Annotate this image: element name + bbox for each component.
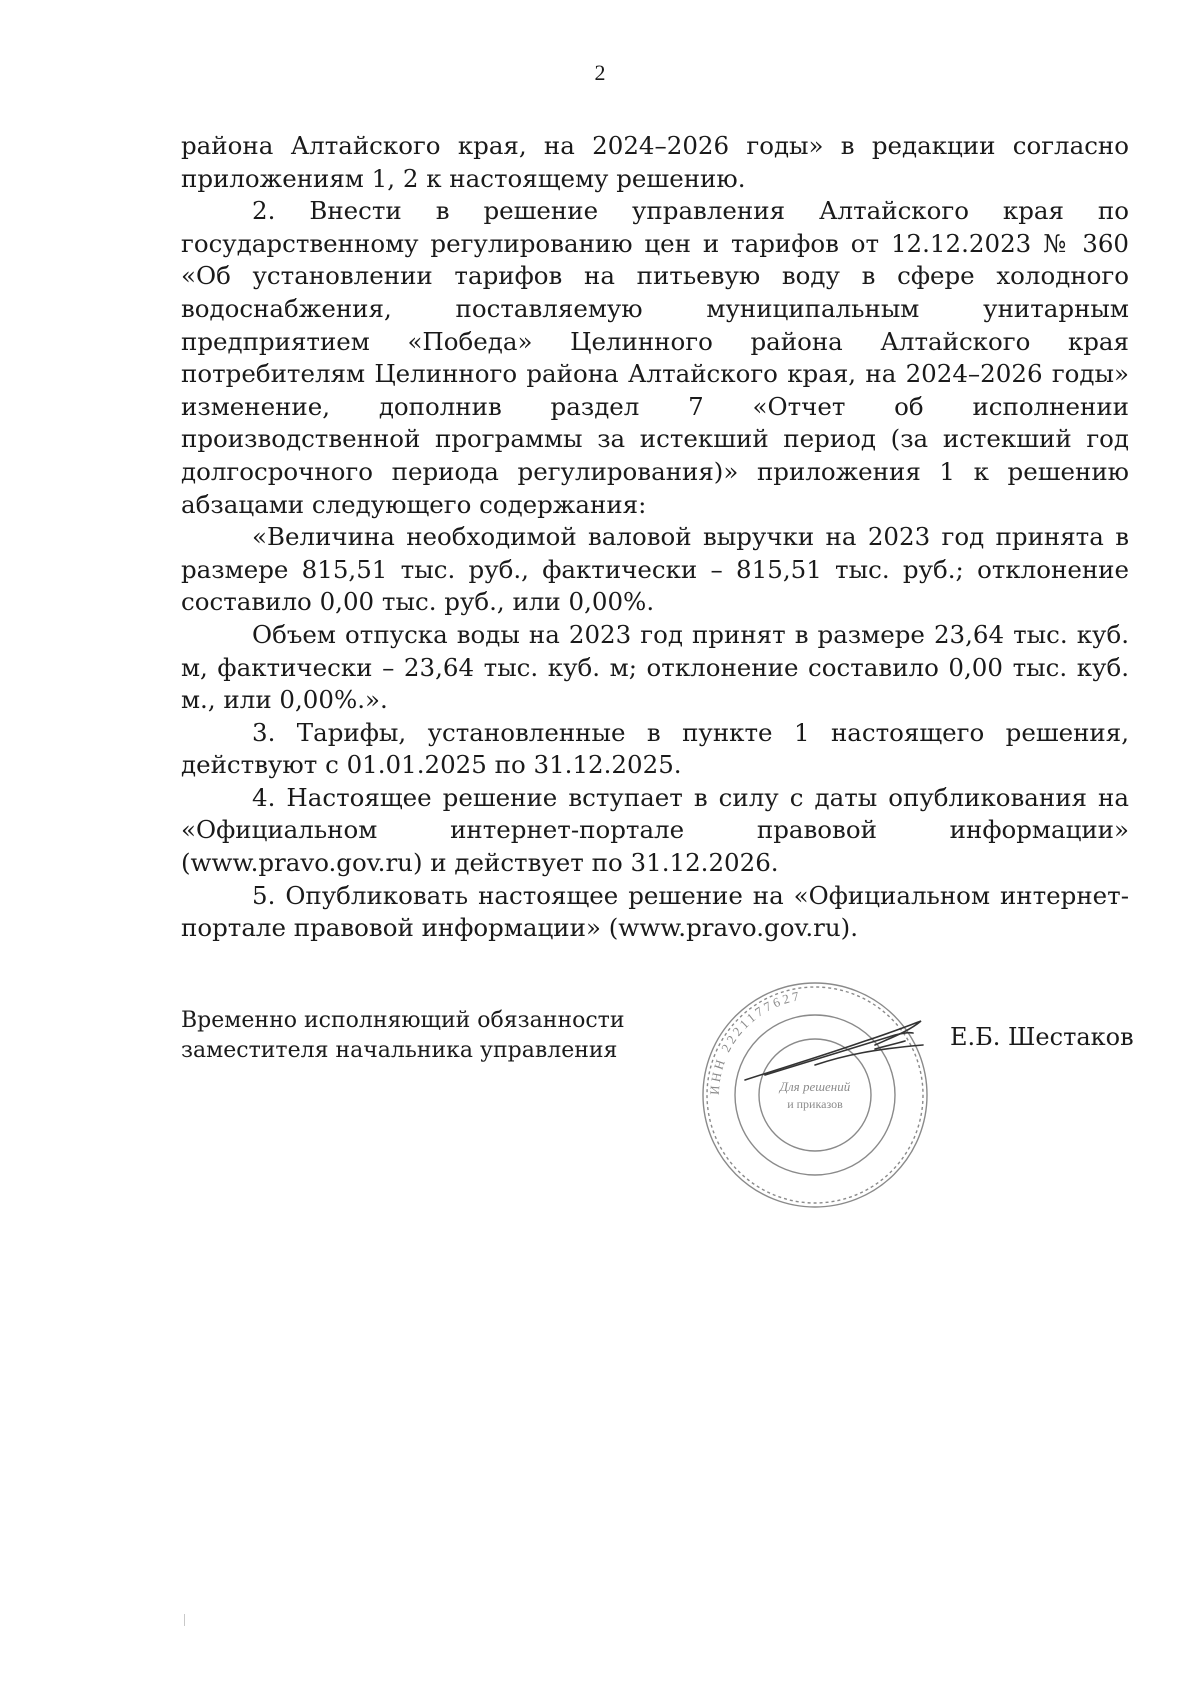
- signatory-name: Е.Б. Шестаков: [950, 1023, 1134, 1051]
- paragraph-quoted-revenue: «Величина необходимой валовой выручки на 2023 год принята в размере 815,51 тыс. руб., фактически – 815,51 тыс. руб.; отклонение составило 0,00 тыс. руб., или 0,00%.: [181, 522, 1129, 617]
- stamp-inner-line-2: и приказов: [787, 1097, 843, 1111]
- signatory-position-line-1: Временно исполняющий обязанности: [181, 1008, 625, 1033]
- scan-artifact: [184, 1614, 185, 1626]
- page-number: 2: [594, 60, 606, 85]
- stamp-ring-text: ИНН 2221177627: [706, 987, 803, 1096]
- signatory-position-line-2: заместителя начальника управления: [181, 1038, 618, 1063]
- signatory-position: [181, 1006, 625, 1066]
- paragraph-item-3: 3. Тарифы, установленные в пункте 1 настоящего решения, действуют с 01.01.2025 по 31.12.2025.: [181, 717, 1129, 780]
- document-body: [181, 130, 1129, 945]
- stamp-outer-ring: [703, 983, 927, 1207]
- official-stamp: [695, 975, 935, 1215]
- handwritten-signature: [745, 1021, 923, 1080]
- paragraph-item-5: 5. Опубликовать настоящее решение на «Официальном интернет-портале правовой информации» (www.pravo.gov.ru).: [181, 880, 1129, 943]
- paragraph-item-2: 2. Внести в решение управления Алтайского края по государственному регулированию цен и тарифов от 12.12.2023 № 360 «Об установлении тарифов на питьевую воду в сфере холодного водоснабжения, поставляемую муниципальным унитарным предприятием «Победа» Целинного района Алтайского края потребителям Целинного района Алтайского края, на 2024–2026 годы» изменение, дополнив раздел 7 «Отчет об исполнении производственной программы за истекший период (за истекший год долгосрочного периода регулирования)» приложения 1 к решению абзацами следующего содержания:: [181, 196, 1129, 519]
- paragraph-quoted-volume: Объем отпуска воды на 2023 год принят в размере 23,64 тыс. куб. м, фактически – 23,64 тыс. куб. м; отклонение составило 0,00 тыс. куб. м., или 0,00%.».: [181, 619, 1129, 715]
- paragraph-item-4: 4. Настоящее решение вступает в силу с даты опубликования на «Официальном интернет-портале правовой информации» (www.pravo.gov.ru) и действует по 31.12.2026.: [181, 782, 1129, 878]
- stamp-inner-line-1: Для решений: [779, 1079, 851, 1094]
- stamp-inner-ring: [759, 1039, 871, 1151]
- paragraph-continuation: района Алтайского края, на 2024–2026 годы» в редакции согласно приложениям 1, 2 к настоящему решению.: [181, 131, 1129, 193]
